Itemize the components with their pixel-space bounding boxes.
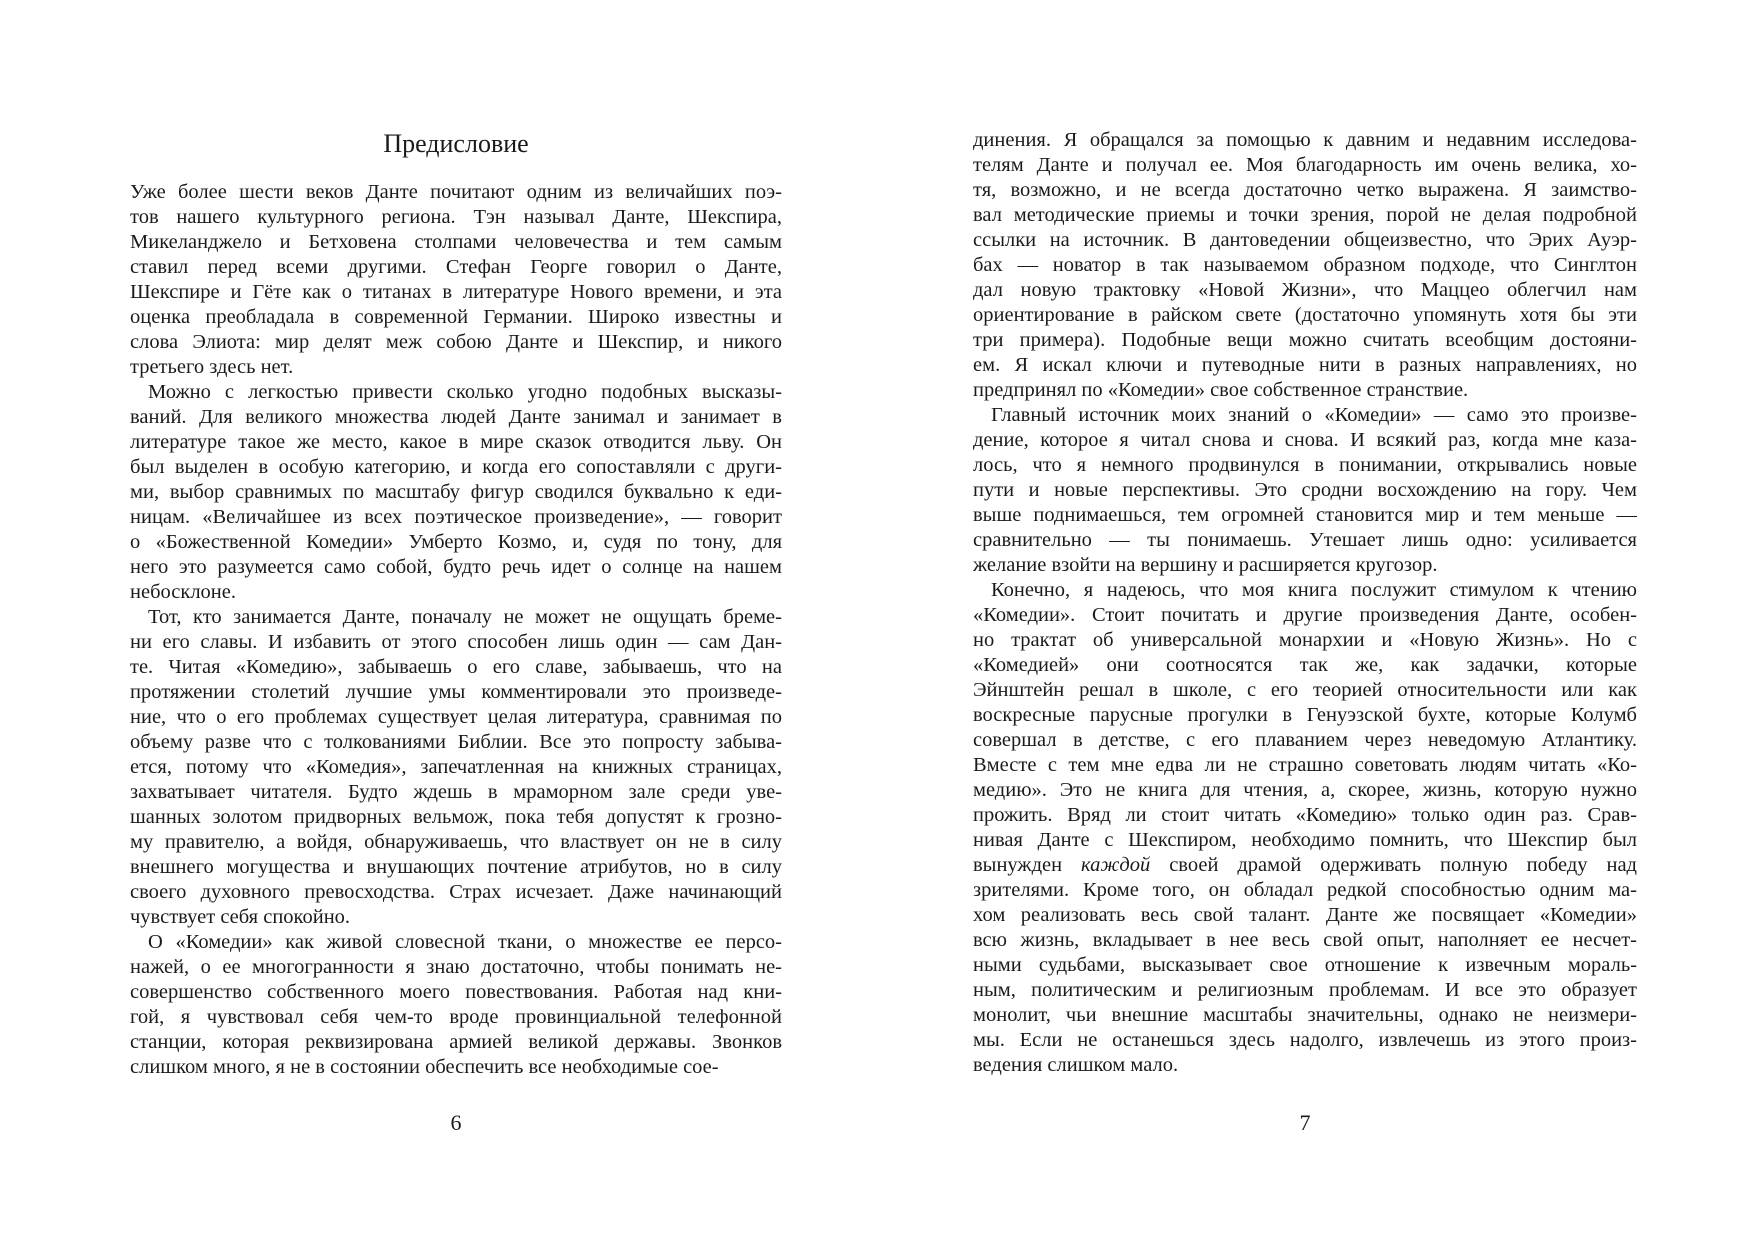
text-line: ными судьбами, высказывает свое отношение к извечным мораль-	[973, 954, 1637, 976]
text-line: му правителю, а войдя, обнаруживаешь, что властвует он не в силу	[130, 831, 782, 853]
text-line: динения. Я обращался за помощью к давним и недавним исследова-	[973, 129, 1637, 151]
text-line: Тот, кто занимается Данте, поначалу не может не ощущать бреме-	[148, 606, 782, 628]
text-line: медию». Это не книга для чтения, а, скорее, жизнь, которую нужно	[973, 779, 1637, 801]
right-text-block	[973, 128, 1637, 1078]
text-line: бах — новатор в так называемом образном подходе, что Синглтон	[973, 254, 1637, 276]
left-page	[130, 0, 782, 1241]
text-line: пути и новые перспективы. Это сродни восхождению на гору. Чем	[973, 479, 1637, 501]
text-line: ваний. Для великого множества людей Данте занимал и занимает в	[130, 406, 782, 428]
text-line: Уже более шести веков Данте почитают одним из величайших поэ-	[130, 181, 782, 203]
text-line: нажей, о ее многогранности я знаю достаточно, чтобы понимать не-	[130, 956, 782, 978]
text-line: те. Читая «Комедию», забываешь о его славе, забываешь, что на	[130, 656, 782, 678]
text-line: лось, что я немного продвинулся в понимании, открывались новые	[973, 454, 1637, 476]
text-line: Вместе с тем мне едва ли не страшно советовать людям читать «Ко-	[973, 754, 1637, 776]
text-line: желание взойти на вершину и расширяется кругозор.	[973, 554, 1438, 576]
text-line: нивая Данте с Шекспиром, необходимо помнить, что Шекспир был	[973, 829, 1637, 851]
text-line: три примера). Подобные вещи можно считать всеобщим достояни-	[973, 329, 1637, 351]
text-line: дал новую трактовку «Новой Жизни», что Маццео облегчил нам	[973, 279, 1637, 301]
text-line: него это разумеется само собой, будто речь идет о солнце на нашем	[130, 556, 782, 578]
text-line: ми, выбор сравнимых по масштабу фигур сводился буквально к еди-	[130, 481, 782, 503]
text-line: небосклоне.	[130, 581, 236, 603]
text-line: Шекспире и Гёте как о титанах в литературе Нового времени, и эта	[130, 281, 782, 303]
text-line: объему разве что с толкованиями Библии. Все это попросту забыва-	[130, 731, 782, 753]
paragraph	[130, 605, 782, 930]
text-line: тов нашего культурного региона. Тэн называл Данте, Шекспира,	[130, 206, 782, 228]
text-line: но трактат об универсальной монархии и «Новую Жизнь». Но с	[973, 629, 1637, 651]
left-text-block	[130, 180, 782, 1080]
chapter-heading: Предисловие	[383, 129, 529, 158]
text-line: дение, которое я читал снова и снова. И всякий раз, когда мне каза-	[973, 429, 1637, 451]
text-line: прожить. Вряд ли стоит читать «Комедию» только один раз. Срав-	[973, 804, 1637, 826]
text-line: «Комедией» они соотносятся так же, как задачки, которые	[973, 654, 1637, 676]
text-line: телям Данте и получал ее. Моя благодарность им очень велика, хо-	[973, 154, 1637, 176]
text-line: монолит, чьи внешние масштабы значительны, однако не неизмери-	[973, 1004, 1637, 1026]
paragraph	[973, 403, 1637, 578]
paragraph	[130, 180, 782, 380]
paragraph	[973, 578, 1637, 1078]
text-line: ведения слишком мало.	[973, 1054, 1179, 1076]
paragraph	[973, 128, 1637, 403]
text-line: был выделен в особую категорию, и когда его сопоставляли с други-	[130, 456, 782, 478]
text-line: «Комедии». Стоит почитать и другие произведения Данте, особен-	[973, 604, 1637, 626]
text-line: слова Элиота: мир делят меж собою Данте и Шекспир, и никого	[130, 331, 782, 353]
text-line: Конечно, я надеюсь, что моя книга послужит стимулом к чтению	[991, 579, 1637, 601]
text-line: станции, которая реквизирована армией великой державы. Звонков	[130, 1031, 782, 1053]
text-line: вал методические приемы и точки зрения, порой не делая подробной	[973, 204, 1637, 226]
text-line: захватывает читателя. Будто ждешь в мраморном зале среди уве-	[130, 781, 782, 803]
text-line: ориентирование в райском свете (достаточно упомянуть хотя бы эти	[973, 304, 1637, 326]
text-line: чувствует себя спокойно.	[130, 906, 351, 928]
text-line: ным, политическим и религиозным проблемам. И все это образует	[973, 979, 1637, 1001]
text-line: предпринял по «Комедии» свое собственное странствие.	[973, 379, 1469, 401]
text-line: ни его славы. И избавить от этого способен лишь один — сам Дан-	[130, 631, 782, 653]
text-line: совершал в детстве, с его плаванием через неведомую Атлантику.	[973, 729, 1637, 751]
text-line: хом реализовать весь свой талант. Данте же посвящает «Комедии»	[973, 904, 1637, 926]
page-number-right: 7	[1299, 1110, 1311, 1135]
text-line: шанных золотом придворных вельмож, пока тебя допустят к грозно-	[130, 806, 782, 828]
text-line: тя, возможно, и не всегда достаточно четко выражена. Я заимство-	[973, 179, 1637, 201]
text-line: внешнего могущества и внушающих почтение атрибутов, но в силу	[130, 856, 782, 878]
text-line: мы. Если не останешься здесь надолго, извлечешь из этого произ-	[973, 1029, 1637, 1051]
text-line: ем. Я искал ключи и путеводные нити в разных направлениях, но	[973, 354, 1637, 376]
text-line: Эйнштейн решал в школе, с его теорией относительности или как	[973, 679, 1637, 701]
text-line: ние, что о его проблемах существует целая литература, сравнимая по	[130, 706, 782, 728]
paragraph	[130, 380, 782, 605]
text-line: ется, потому что «Комедия», запечатленная на книжных страницах,	[130, 756, 782, 778]
right-page	[973, 0, 1637, 1241]
text-line: Главный источник моих знаний о «Комедии» — само это произве-	[991, 404, 1637, 426]
text-line: о «Божественной Комедии» Умберто Козмо, и, судя по тону, для	[130, 531, 782, 553]
text-line: оценка преобладала в современной Германии. Широко известны и	[130, 306, 782, 328]
text-line: сравнительно — ты понимаешь. Утешает лишь одно: усиливается	[973, 529, 1637, 551]
text-line: вынужден каждой своей драмой одерживать полную победу над	[973, 854, 1637, 876]
text-line: третьего здесь нет.	[130, 356, 294, 378]
text-line: ссылки на источник. В дантоведении общеизвестно, что Эрих Ауэр-	[973, 229, 1637, 251]
text-line: всю жизнь, вкладывает в нее весь свой опыт, наполняет ее несчет-	[973, 929, 1637, 951]
text-line: протяжении столетий лучшие умы комментировали это произведе-	[130, 681, 782, 703]
text-line: ницам. «Величайшее из всех поэтическое произведение», — говорит	[130, 506, 782, 528]
emphasis: каждой	[1081, 854, 1151, 876]
text-line: литературе такое же место, какое в мире сказок отводится льву. Он	[130, 431, 782, 453]
text-line: выше поднимаешься, тем огромней становится мир и тем меньше —	[973, 504, 1637, 526]
text-line: слишком много, я не в состоянии обеспечить все необходимые сое-	[130, 1056, 719, 1078]
text-line: Микеланджело и Бетховена столпами человечества и тем самым	[130, 231, 782, 253]
text-line: совершенство собственного моего повествования. Работая над кни-	[130, 981, 782, 1003]
text-line: Можно с легкостью привести сколько угодно подобных высказы-	[148, 381, 782, 403]
text-line: своего духовного превосходства. Страх исчезает. Даже начинающий	[130, 881, 782, 903]
text-line: воскресные парусные прогулки в Генуэзской бухте, которые Колумб	[973, 704, 1637, 726]
page-number-left: 6	[450, 1110, 462, 1135]
paragraph	[130, 930, 782, 1080]
text-line: О «Комедии» как живой словесной ткани, о множестве ее персо-	[148, 931, 782, 953]
text-line: гой, я чувствовал себя чем-то вроде провинциальной телефонной	[130, 1006, 782, 1028]
text-line: зрителями. Кроме того, он обладал редкой способностью одним ма-	[973, 879, 1637, 901]
text-line: ставил перед всеми другими. Стефан Георге говорил о Данте,	[130, 256, 782, 278]
